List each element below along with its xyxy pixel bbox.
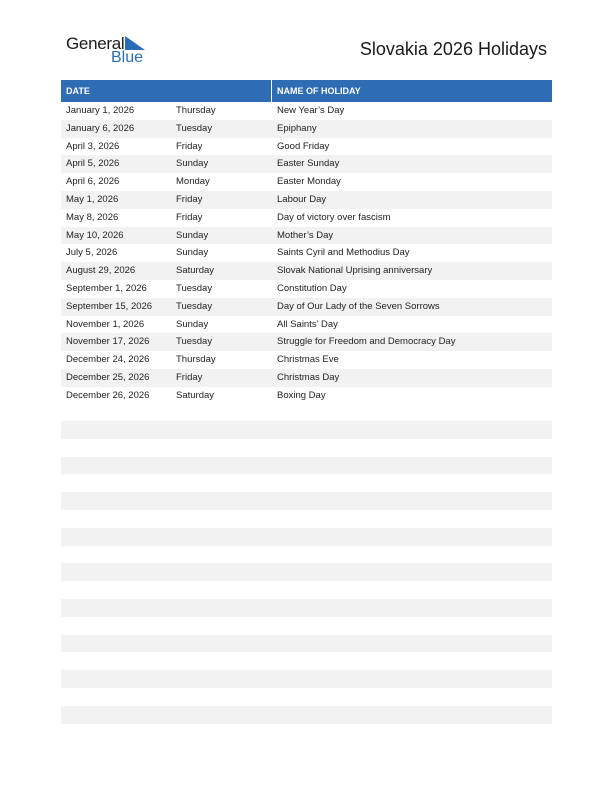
- holiday-name: Day of victory over fascism: [277, 211, 391, 223]
- logo-triangle-icon: [125, 36, 145, 50]
- table-row: [61, 369, 552, 387]
- holiday-weekday: Tuesday: [176, 282, 213, 294]
- holiday-date: November 1, 2026: [66, 318, 145, 330]
- table-row: [61, 387, 552, 405]
- holiday-date: September 1, 2026: [66, 282, 147, 294]
- holiday-name: Mother’s Day: [277, 229, 334, 241]
- holiday-weekday: Saturday: [176, 265, 215, 277]
- holiday-date: January 6, 2026: [66, 122, 135, 134]
- holiday-name: Easter Monday: [277, 176, 341, 188]
- holiday-weekday: Sunday: [176, 229, 209, 241]
- holiday-name: Good Friday: [277, 140, 330, 152]
- holiday-weekday: Thursday: [176, 105, 216, 116]
- holiday-name: Christmas Day: [277, 371, 340, 383]
- holiday-name: Boxing Day: [277, 389, 326, 401]
- table-row: [61, 120, 552, 138]
- holiday-name: New Year’s Day: [277, 105, 345, 116]
- holiday-name: Constitution Day: [277, 282, 347, 294]
- empty-row: [61, 670, 552, 688]
- holiday-weekday: Friday: [176, 193, 203, 205]
- holiday-weekday: Sunday: [176, 247, 209, 259]
- holiday-weekday: Tuesday: [176, 122, 213, 134]
- holiday-name: Epiphany: [277, 122, 317, 134]
- holiday-weekday: Thursday: [176, 354, 216, 366]
- empty-row: [61, 421, 552, 439]
- table-row: [61, 333, 552, 351]
- holiday-date: May 1, 2026: [66, 193, 119, 205]
- empty-row: [61, 706, 552, 724]
- holiday-weekday: Sunday: [176, 318, 209, 330]
- holiday-date: May 10, 2026: [66, 229, 124, 241]
- holiday-date: November 17, 2026: [66, 336, 150, 348]
- holiday-date: April 6, 2026: [66, 176, 120, 188]
- holiday-name: Labour Day: [277, 193, 327, 205]
- logo-text-blue: Blue: [111, 49, 144, 66]
- holiday-date: July 5, 2026: [66, 247, 118, 259]
- empty-rows: [61, 421, 552, 741]
- empty-row: [61, 635, 552, 653]
- holiday-table: [61, 80, 552, 405]
- table-row: [61, 173, 552, 191]
- table-row: [61, 262, 552, 280]
- table-row: [61, 316, 552, 334]
- holiday-name: Saints Cyril and Methodius Day: [277, 247, 410, 259]
- holiday-weekday: Friday: [176, 140, 203, 152]
- holiday-date: May 8, 2026: [66, 211, 119, 223]
- table-row: [61, 298, 552, 316]
- holiday-date: January 1, 2026: [66, 105, 135, 116]
- holiday-name: Struggle for Freedom and Democracy Day: [277, 336, 456, 348]
- table-row: [61, 244, 552, 262]
- empty-row: [61, 492, 552, 510]
- holiday-date: September 15, 2026: [66, 300, 153, 312]
- empty-row: [61, 528, 552, 546]
- empty-row: [61, 599, 552, 617]
- brand-logo: [66, 34, 156, 68]
- holiday-name: All Saints’ Day: [277, 318, 338, 330]
- holiday-date: December 25, 2026: [66, 371, 150, 383]
- holiday-date: April 5, 2026: [66, 158, 120, 170]
- holiday-date: December 24, 2026: [66, 354, 150, 366]
- table-row: [61, 351, 552, 369]
- column-divider: [271, 80, 272, 102]
- table-header: [61, 80, 552, 102]
- holiday-weekday: Friday: [176, 371, 203, 383]
- table-row: [61, 191, 552, 209]
- table-row: [61, 155, 552, 173]
- empty-row: [61, 457, 552, 475]
- column-header-holiday-name: NAME OF HOLIDAY: [277, 86, 361, 96]
- column-header-date: DATE: [66, 86, 90, 96]
- holiday-date: August 29, 2026: [66, 265, 136, 277]
- holiday-name: Easter Sunday: [277, 158, 340, 170]
- holiday-name: Slovak National Uprising anniversary: [277, 265, 433, 277]
- table-row: [61, 280, 552, 298]
- page-title: Slovakia 2026 Holidays: [359, 39, 547, 59]
- empty-row: [61, 563, 552, 581]
- holiday-name: Christmas Eve: [277, 354, 339, 366]
- holiday-date: December 26, 2026: [66, 389, 150, 401]
- holiday-weekday: Tuesday: [176, 336, 213, 348]
- holiday-name: Day of Our Lady of the Seven Sorrows: [277, 300, 440, 312]
- holiday-date: April 3, 2026: [66, 140, 120, 152]
- table-row: [61, 138, 552, 156]
- holiday-weekday: Sunday: [176, 158, 209, 170]
- holiday-weekday: Friday: [176, 211, 203, 223]
- holiday-weekday: Tuesday: [176, 300, 213, 312]
- holiday-weekday: Saturday: [176, 389, 215, 401]
- table-row: [61, 209, 552, 227]
- table-row: [61, 102, 552, 120]
- table-body: [61, 102, 552, 405]
- logo-text-general: General: [66, 34, 125, 53]
- holiday-weekday: Monday: [176, 176, 210, 188]
- table-row: [61, 227, 552, 245]
